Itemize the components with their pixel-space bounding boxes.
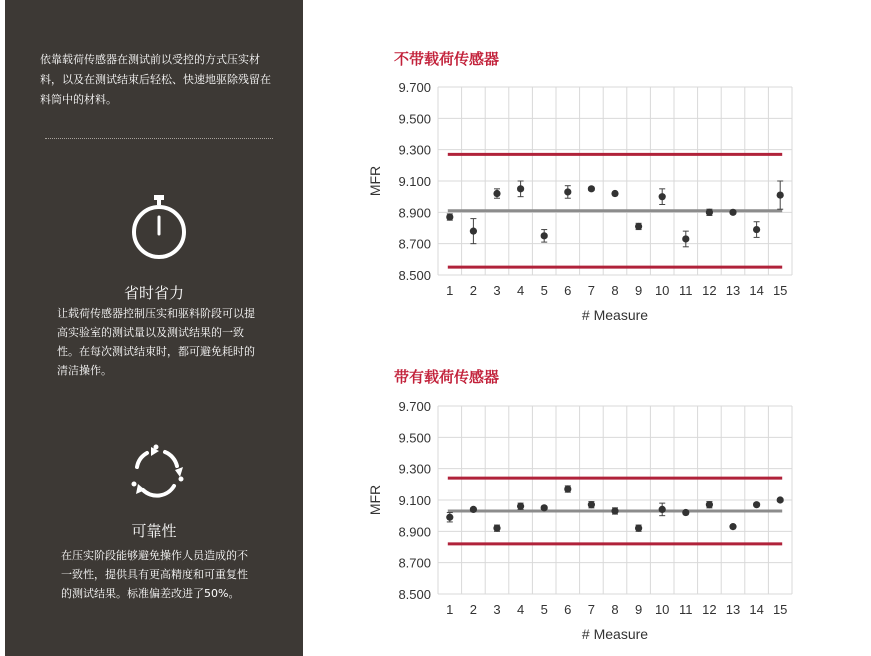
y-tick-label: 8.500 [398,268,431,283]
data-point [659,193,666,200]
y-axis-label: MFR [367,165,383,197]
x-tick-label: 15 [772,283,788,298]
data-point [493,525,500,532]
data-point [564,188,571,195]
y-tick-label: 8.500 [398,587,431,602]
x-tick-label: 14 [749,283,764,298]
chart-with-sensor [360,397,800,647]
y-tick-label: 9.100 [398,174,431,189]
x-tick-label: 8 [611,602,619,617]
y-tick-label: 8.900 [398,205,431,221]
y-tick-label: 8.900 [398,524,431,540]
x-tick-label: 8 [611,283,619,298]
x-tick-label: 10 [654,283,670,298]
data-point [493,190,500,197]
data-point [635,223,642,230]
data-point [706,501,713,508]
sidebar [5,0,303,656]
data-point [635,525,642,532]
stopwatch-icon [127,193,191,261]
x-tick-label: 2 [469,283,478,298]
x-tick-label: 12 [702,283,717,298]
y-tick-label: 8.700 [398,236,431,252]
x-tick-label: 7 [587,602,596,617]
x-tick-label: 5 [540,602,548,617]
data-point [446,514,453,521]
x-tick-label: 4 [516,602,525,617]
x-tick-label: 14 [749,602,764,617]
data-point [470,228,477,235]
chart-title-with-sensor: 带有载荷传感器 [394,368,500,386]
y-tick-label: 9.100 [398,493,431,508]
x-tick-label: 15 [772,602,788,617]
x-tick-label: 4 [516,283,525,298]
x-tick-label: 3 [493,602,501,617]
data-point [470,506,477,513]
y-tick-label: 9.500 [398,111,431,127]
x-tick-label: 9 [634,602,643,617]
data-point [777,496,784,503]
section-body-reliability: 在压实阶段能够避免操作人员造成的不一致性，提供具有更高精度和可重复性的测试结果。标准偏差改进了50%。 [61,549,248,600]
x-tick-label: 2 [469,602,478,617]
y-tick-label: 9.500 [398,430,431,446]
data-point [682,509,689,516]
chart-title-without-sensor: 不带载荷传感器 [394,50,500,68]
data-point [541,232,548,239]
data-point [729,209,736,216]
x-tick-label: 3 [493,283,501,298]
data-point [588,185,595,192]
cycle-arrows-icon [121,440,193,504]
x-tick-label: 6 [564,283,572,298]
data-point [446,213,453,220]
x-tick-label: 13 [725,283,741,298]
data-point [777,192,784,199]
data-point [611,190,618,197]
x-tick-label: 11 [679,283,693,298]
section-body-time: 让载荷传感器控制压实和驱料阶段可以提高实验室的测试量以及测试结果的一致性。在每次测试结束时，都可避免耗时的清洁操作。 [57,307,255,377]
y-axis-label: MFR [367,484,383,516]
data-point [753,501,760,508]
data-point [611,507,618,514]
section-title-reliability: 可靠性 [131,522,177,540]
data-point [729,523,736,530]
y-tick-label: 9.700 [398,399,431,414]
y-tick-label: 9.300 [398,142,431,158]
data-point [753,226,760,233]
x-tick-label: 13 [725,602,741,617]
data-point [588,501,595,508]
data-point [517,503,524,510]
x-tick-label: 12 [702,602,717,617]
data-point [659,506,666,513]
x-axis-label: # Measure [581,307,649,323]
x-tick-label: 10 [654,602,670,617]
x-tick-label: 1 [446,283,454,298]
section-title-time: 省时省力 [123,284,184,302]
y-tick-label: 9.300 [398,461,431,477]
divider [45,138,273,139]
x-axis-label: # Measure [581,626,649,642]
x-tick-label: 7 [587,283,596,298]
data-point [517,185,524,192]
x-tick-label: 5 [540,283,548,298]
x-tick-label: 6 [564,602,572,617]
y-tick-label: 9.700 [398,80,431,95]
y-tick-label: 8.700 [398,555,431,571]
data-point [706,209,713,216]
data-point [541,504,548,511]
data-point [564,485,571,492]
x-tick-label: 1 [446,602,454,617]
x-tick-label: 9 [634,283,643,298]
data-point [682,235,689,242]
intro-text: 依靠载荷传感器在测试前以受控的方式压实材料，以及在测试结束后轻松、快速地驱除残留在料筒中的材料。 [40,53,271,106]
x-tick-label: 11 [679,602,693,617]
chart-without-sensor [360,78,800,328]
